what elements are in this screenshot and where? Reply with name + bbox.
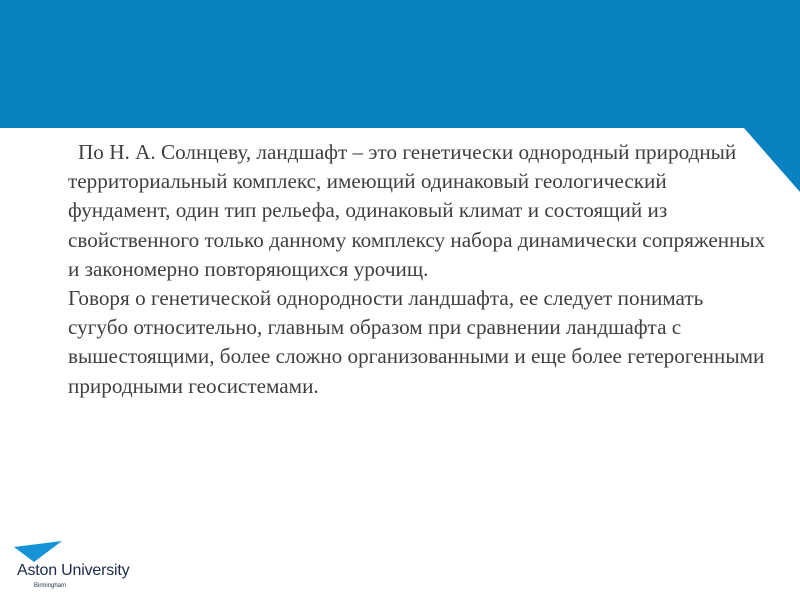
aston-university-logo — [14, 538, 144, 592]
paragraph-homogeneity-text: Говоря о генетической однородности ландшафта, ее следует понимать сугубо относительно, главным образом при сравнении ландшафта с вышестоящими, более сложно организованными и еще более гетерогенными природными геосистемами. — [68, 286, 765, 398]
aston-triangle-icon — [14, 538, 66, 564]
paragraph-definition — [68, 138, 768, 284]
paragraph-definition-text: По Н. А. Солнцеву, ландшафт – это генетически однородный природный территориальный комплекс, имеющий одинаковый геологический фундамент, один тип рельефа, одинаковый климат и состоящий из свойственного только данному комплексу набора динамически сопряженных и закономерно повторяющихся урочищ. — [68, 140, 766, 281]
logo-city: Birmingham — [34, 583, 67, 589]
paragraph-homogeneity — [68, 284, 768, 401]
slide-body — [68, 138, 768, 401]
logo-name: Aston University — [17, 562, 130, 579]
